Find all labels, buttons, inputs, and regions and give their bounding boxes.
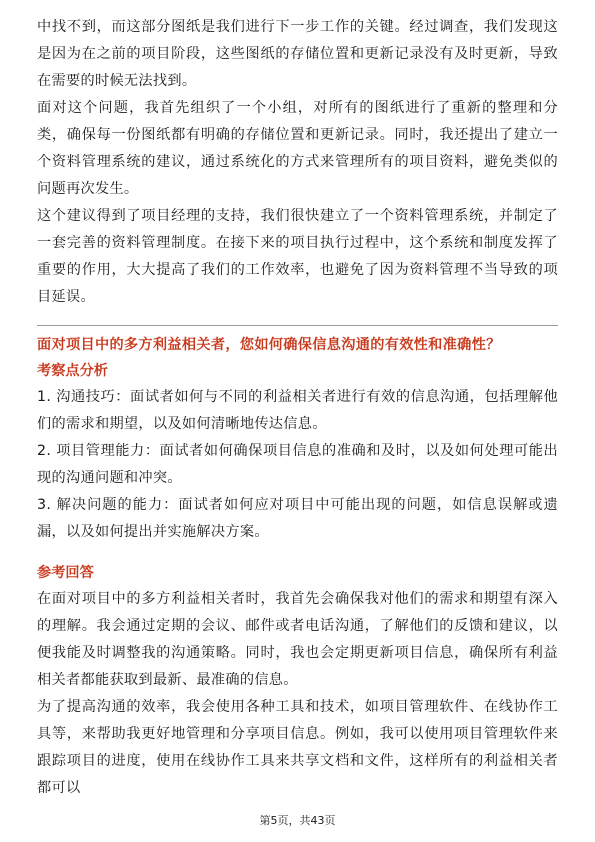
analysis-item-3: 3. 解决问题的能力：面试者如何应对项目中可能出现的问题，如信息误解或遗漏，以及如何提出并实施解决方案。: [37, 497, 558, 540]
section-divider: [37, 325, 558, 326]
question-heading: 面对项目中的多方利益相关者，您如何确保信息沟通的有效性和准确性？: [37, 337, 501, 353]
intro-paragraph-3: 这个建议得到了项目经理的支持，我们很快建立了一个资料管理系统，并制定了一套完善的资料管理制度。在接下来的项目执行过程中，这个系统和制度发挥了重要的作用，大大提高了我们的工作效率，也避免了因为资料管理不当导致的项目延误。: [37, 208, 558, 305]
answer-heading: 参考回答: [37, 565, 94, 581]
analysis-heading: 考察点分析: [37, 363, 108, 379]
answer-paragraph-1: 在面对项目中的多方利益相关者时，我首先会确保我对他们的需求和期望有深入的理解。我会通过定期的会议、邮件或者电话沟通，了解他们的反馈和建议，以便我能及时调整我的沟通策略。同时，我也会定期更新项目信息，确保所有利益相关者都能获取到最新、最准确的信息。: [37, 591, 558, 688]
page-content: [37, 14, 558, 802]
analysis-item-2: 2. 项目管理能力：面试者如何确保项目信息的准确和及时，以及如何处理可能出现的沟通问题和冲突。: [37, 443, 558, 486]
page-number: 第5页，共43页: [259, 814, 336, 827]
intro-paragraph-1: 中找不到，而这部分图纸是我们进行下一步工作的关键。经过调查，我们发现这是因为在之前的项目阶段，这些图纸的存储位置和更新记录没有及时更新，导致在需要的时候无法找到。: [37, 19, 558, 89]
analysis-item-1: 1. 沟通技巧：面试者如何与不同的利益相关者进行有效的信息沟通，包括理解他们的需求和期望，以及如何清晰地传达信息。: [37, 389, 558, 432]
intro-paragraph-2: 面对这个问题，我首先组织了一个小组，对所有的图纸进行了重新的整理和分类，确保每一份图纸都有明确的存储位置和更新记录。同时，我还提出了建立一个资料管理系统的建议，通过系统化的方式来管理所有的项目资料，避免类似的问题再次发生。: [37, 100, 558, 197]
answer-paragraph-2: 为了提高沟通的效率，我会使用各种工具和技术，如项目管理软件、在线协作工具等，来帮助我更好地管理和分享项目信息。例如，我可以使用项目管理软件来跟踪项目的进度，使用在线协作工具来共享文档和文件，这样所有的利益相关者都可以: [37, 699, 558, 796]
